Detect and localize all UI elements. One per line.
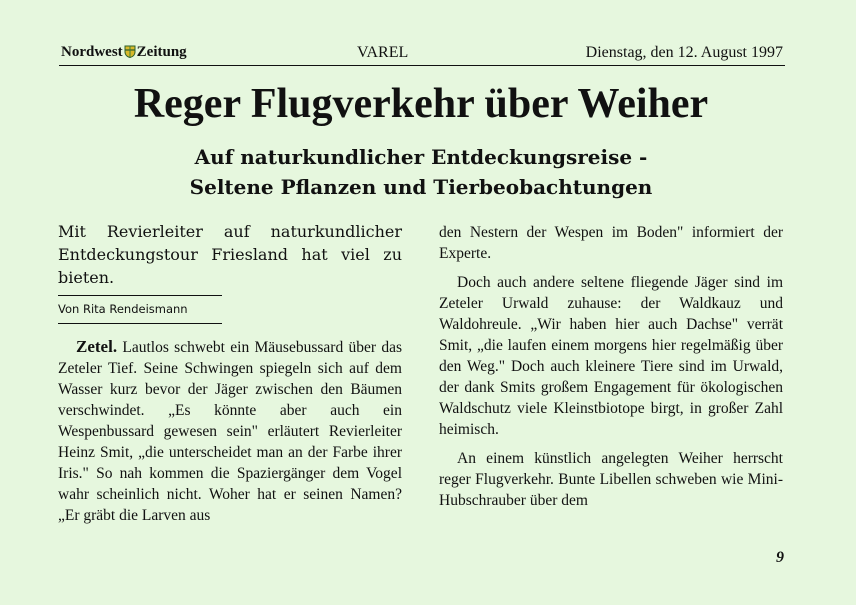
byline-divider <box>58 323 222 324</box>
lead-divider <box>58 295 222 296</box>
byline: Von Rita Rendeismann <box>58 302 188 316</box>
dateline: Zetel. <box>76 337 118 356</box>
left-column <box>58 220 402 526</box>
body-paragraph-1-continued: den Nestern der Wespen im Boden" informiert der Experte. <box>439 224 783 262</box>
body-paragraph-1 <box>58 336 402 526</box>
body-paragraph-1-text: Lautlos schwebt ein Mäusebussard über das Zeteler Tief. Seine Schwingen spiegeln sich auf dem Wasser kurz bevor der Jäger zwischen den Bäumen verschwindet. „Es könnte aber auch ein Wespenbussard gewesen sein" erläutert Revierleiter Heinz Smit, „die unterscheidet man an der Farbe ihrer Iris." So nah kommen die Spaziergänger dem Vogel wahr scheinlich nicht. Woher hat er seinen Namen? „Er gräbt die Larven aus <box>58 339 403 524</box>
page-number: 9 <box>776 549 784 566</box>
subtitle-line-1: Auf naturkundlicher Entdeckungsreise - <box>194 145 648 169</box>
newspaper-name-part1: Nordwest <box>61 44 123 60</box>
place-label: VAREL <box>357 44 409 61</box>
headline: Reger Flugverkehr über Weiher <box>133 81 709 127</box>
subtitle-line-2: Seltene Pflanzen und Tierbeobachtungen <box>189 175 653 199</box>
subtitle <box>0 142 842 202</box>
coat-of-arms-icon <box>124 45 136 58</box>
masthead <box>59 43 785 66</box>
body-paragraph-2: Doch auch andere seltene fliegende Jäger sind im Zeteler Urwald zuhause: der Waldkauz und Waldohreule. „Wir haben hier auch Dachse" verrät Smit, „die laufen einem morgens hier regelmäßig über den Weg." Doch auch kleinere Tiere sind im Urwald, der dank Smits großem Engagement für ökologischen Waldschutz viele Kleinstbiotope birgt, in großer Zahl heimisch. <box>439 274 783 438</box>
right-column <box>439 222 783 511</box>
newspaper-name <box>61 44 187 61</box>
lead-text: Mit Revierleiter auf naturkundlicher Entdeckungstour Friesland hat viel zu bieten. <box>58 222 402 287</box>
newspaper-name-part2: Zeitung <box>136 44 187 60</box>
body-paragraph-3: An einem künstlich angelegten Weiher herrscht reger Flugverkehr. Bunte Libellen schweben wie Mini-Hubschrauber über dem <box>439 450 783 509</box>
issue-date: Dienstag, den 12. August 1997 <box>585 44 783 61</box>
